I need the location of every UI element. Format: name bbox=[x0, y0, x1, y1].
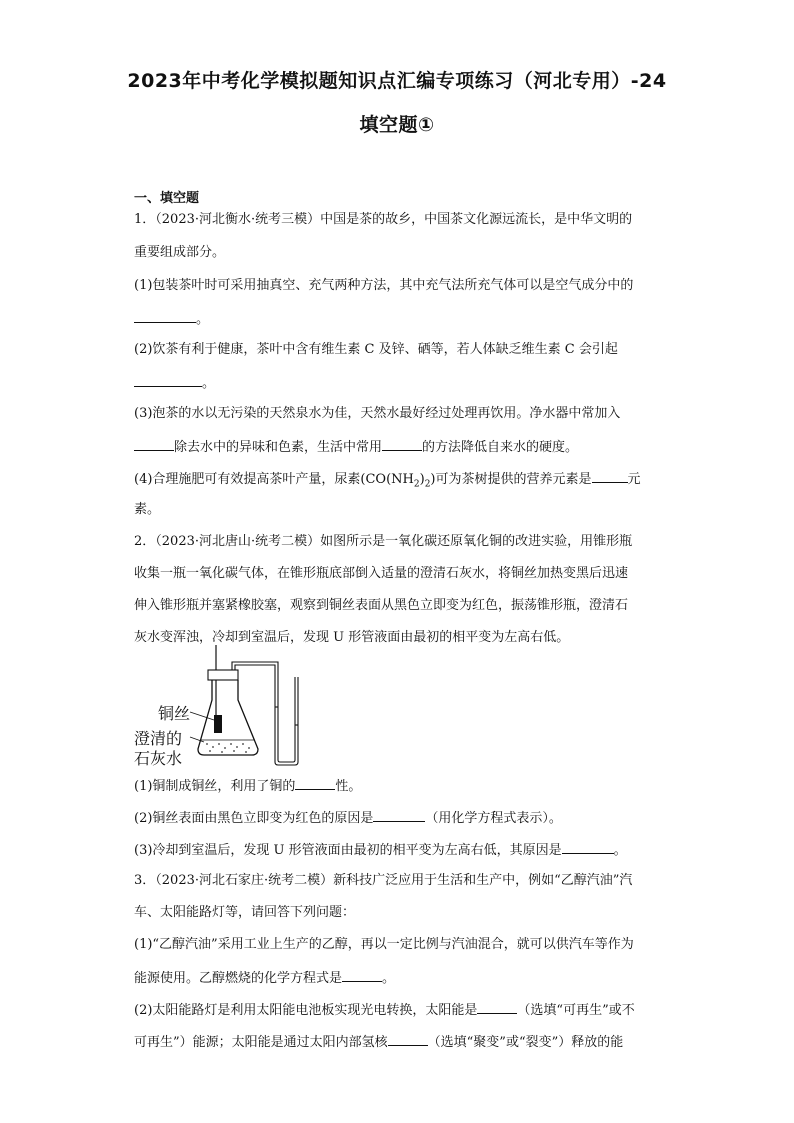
answer-blank[interactable] bbox=[134, 309, 196, 323]
answer-blank[interactable] bbox=[477, 1000, 517, 1014]
q1-part3-mid: 除去水中的异味和色素，生活中常用 bbox=[174, 440, 383, 455]
q3-part2-text: (2)太阳能路灯是利用太阳能电池板实现光电转换，太阳能是 bbox=[134, 1003, 478, 1018]
q3-part2-tail: （选填“聚变”或“裂变”）释放的能 bbox=[427, 1035, 624, 1050]
answer-blank[interactable] bbox=[388, 1032, 428, 1046]
q1-part4-line2: 素。 bbox=[134, 502, 161, 517]
q2-part3 bbox=[134, 840, 674, 860]
q1-part4-sub: 2 bbox=[424, 479, 431, 490]
document-title-line1: 2023年中考化学模拟题知识点汇编专项练习（河北专用）-24 bbox=[127, 70, 667, 92]
answer-blank[interactable] bbox=[342, 968, 382, 982]
q1-part4-text: ) bbox=[419, 472, 425, 487]
answer-blank[interactable] bbox=[134, 373, 202, 387]
q2-part2-text: (2)铜丝表面由黑色立即变为红色的原因是 bbox=[134, 811, 374, 826]
label-limewater-line1: 澄清的 bbox=[134, 729, 183, 748]
q2-part2 bbox=[134, 808, 674, 828]
q1-part4-line1 bbox=[134, 469, 674, 494]
section-heading: 一、填空题 bbox=[134, 191, 200, 206]
q3-stem-line1: 3．（2023·河北石家庄·统考二模）新科技广泛应用于生活和生产中，例如“乙醇汽油”汽 bbox=[134, 873, 633, 888]
q1-part3-line1: (3)泡茶的水以无污染的天然泉水为佳，天然水最好经过处理再饮用。净水器中常加入 bbox=[134, 406, 621, 421]
q1-stem-line2: 重要组成部分。 bbox=[134, 245, 226, 260]
q2-part2-tail: （用化学方程式表示）。 bbox=[425, 811, 562, 826]
q1-part4-tail: 元 bbox=[627, 472, 641, 487]
q1-part4-sub: 2 bbox=[413, 479, 420, 490]
q2-stem-line4: 灰水变浑浊，冷却到室温后，发现 U 形管液面由最初的相平变为左高右低。 bbox=[134, 630, 570, 645]
q1-part1-tail: 。 bbox=[196, 312, 210, 327]
q2-stem-line3: 伸入锥形瓶并塞紧橡胶塞，观察到铜丝表面从黑色立即变为红色，振荡锥形瓶，澄清石 bbox=[134, 598, 629, 613]
q3-part2-text: 可再生”）能源；太阳能是通过太阳内部氢核 bbox=[134, 1035, 388, 1050]
answer-blank[interactable] bbox=[562, 840, 614, 854]
q1-part4-text: )可为茶树提供的营养元素是 bbox=[430, 472, 592, 487]
q3-part1-text: 能源使用。乙醇燃烧的化学方程式是 bbox=[134, 971, 343, 986]
q2-part1-text: (1)铜制成铜丝，利用了铜的 bbox=[134, 779, 296, 794]
q2-part1 bbox=[134, 776, 674, 796]
q1-part1-line1: (1)包装茶叶时可采用抽真空、充气两种方法，其中充气法所充气体可以是空气成分中的 bbox=[134, 278, 634, 293]
q1-part2-tail: 。 bbox=[202, 376, 216, 391]
q1-stem-line1: 1．（2023·河北衡水·统考三模）中国是茶的故乡，中国茶文化源远流长，是中华文明的 bbox=[134, 212, 633, 227]
q1-part2-line2 bbox=[134, 373, 674, 393]
q3-part1-line1: (1)“乙醇汽油”采用工业上生产的乙醇，再以一定比例与汽油混合，就可以供汽车等作为 bbox=[134, 937, 634, 952]
q3-part1-tail: 。 bbox=[382, 971, 396, 986]
q1-part3-tail: 的方法降低自来水的硬度。 bbox=[422, 440, 579, 455]
document-title-line2: 填空题① bbox=[359, 114, 435, 136]
q2-stem-line2: 收集一瓶一氧化碳气体，在锥形瓶底部倒入适量的澄清石灰水，将铜丝加热变黑后迅速 bbox=[134, 566, 629, 581]
label-copper-wire: 铜丝 bbox=[158, 704, 191, 723]
q3-part1-line2 bbox=[134, 968, 674, 988]
q3-part2-line2 bbox=[134, 1032, 674, 1052]
q3-stem-line2: 车、太阳能路灯等，请回答下列问题： bbox=[134, 905, 356, 920]
label-limewater-line2: 石灰水 bbox=[134, 749, 183, 768]
q1-part1-line2 bbox=[134, 309, 674, 329]
q1-part3-line2 bbox=[134, 437, 674, 457]
answer-blank[interactable] bbox=[592, 469, 628, 483]
q3-part2-tail: （选填“可再生”或不 bbox=[517, 1003, 635, 1018]
experiment-diagram bbox=[132, 645, 322, 771]
answer-blank[interactable] bbox=[134, 437, 174, 451]
answer-blank[interactable] bbox=[295, 776, 335, 790]
q1-part4-text: (4)合理施肥可有效提高茶叶产量，尿素(CO(NH bbox=[134, 472, 414, 487]
q3-part2-line1 bbox=[134, 1000, 674, 1020]
answer-blank[interactable] bbox=[373, 808, 425, 822]
q2-part3-text: (3)冷却到室温后，发现 U 形管液面由最初的相平变为左高右低，其原因是 bbox=[134, 843, 562, 858]
q2-stem-line1: 2．（2023·河北唐山·统考二模）如图所示是一氧化碳还原氧化铜的改进实验，用锥形瓶 bbox=[134, 534, 633, 549]
answer-blank[interactable] bbox=[382, 437, 422, 451]
q2-part3-tail: 。 bbox=[613, 843, 627, 858]
q1-part2-line1: (2)饮茶有利于健康，茶叶中含有维生素 C 及锌、硒等，若人体缺乏维生素 C 会引起 bbox=[134, 342, 618, 357]
q2-part1-tail: 性。 bbox=[335, 779, 362, 794]
